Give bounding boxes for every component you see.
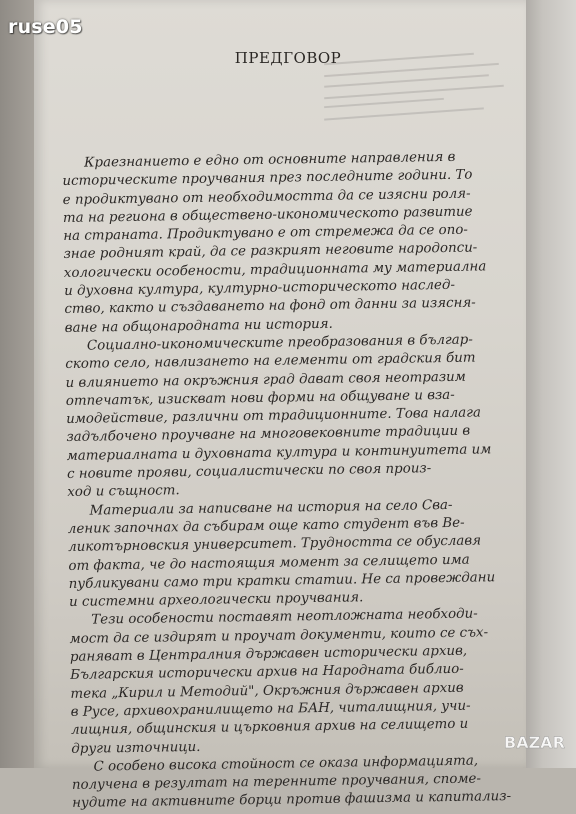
text-line: ход и същност. <box>67 483 180 501</box>
text-line: раняват в Централния държавен исторически архив, <box>69 643 468 665</box>
text-line: Материали за написване на история на село Сва- <box>89 497 453 519</box>
text-line: ликотърновския университет. Трудността се обуславя <box>68 533 482 556</box>
bazar-logo <box>502 726 570 756</box>
page-title: ПРЕДГОВОР <box>234 49 342 67</box>
text-line: лищния, общинския и църковния архив на селището и <box>70 716 469 739</box>
bleed-through-text <box>324 58 514 138</box>
body-text <box>62 148 512 814</box>
text-line: леник започнах да събирам още като студент във Ве- <box>67 515 465 537</box>
text-line: на страната. Продиктувано е от стремежа да се опо- <box>63 222 469 245</box>
bazar-logo-text: BAZAR <box>504 733 565 752</box>
text-line: Краезнанието е едно от основните направления в <box>84 149 456 171</box>
text-line: от факта, че до настоящия момент за селището има <box>68 552 470 574</box>
text-line: Тези особености поставят неотложната необходи- <box>91 606 478 629</box>
background-right <box>520 0 576 768</box>
text-line: други източници. <box>71 739 201 757</box>
text-line: получена в резултат на теренните проучвания, споме- <box>71 771 482 794</box>
text-line: в Русе, архивохранилището на БАН, читалищния, учи- <box>70 698 471 720</box>
text-line: ване на общонародната ни история. <box>64 316 333 336</box>
text-line: публикувани само три кратки статии. Не са провеждани <box>68 570 496 592</box>
text-line: тека „Кирил и Методий", Окръжния държавен архив <box>70 680 464 702</box>
text-line: историческите проучвания през последните години. То <box>62 167 473 190</box>
watermark-text: ruse05 <box>8 16 83 38</box>
text-line: и влиянието на окръжния град дават своя неотразим <box>65 369 466 391</box>
text-line: и системни археологически проучвания. <box>68 590 364 611</box>
text-line: материалната и духовната култура и континуитета им <box>66 442 492 464</box>
text-line: отпечатък, изискват нови форми на общуване и вза- <box>65 387 455 409</box>
text-line: С особено висока стойност се оказа информацията, <box>93 753 479 775</box>
text-line: и духовна култура, културно-историческото наслед- <box>64 277 456 300</box>
text-line: Българския исторически архив на Народната библио- <box>70 662 464 684</box>
text-line: та на региона в обществено-икономическото развитие <box>62 204 473 226</box>
text-line: нудите на активните борци против фашизма и капитализ- <box>72 789 512 812</box>
text-line: знае родният край, да се разкрият неговите народопси- <box>63 240 478 263</box>
text-line: хологически особености, традиционната му материална <box>63 259 487 281</box>
text-line: Социално-икономическите преобразования в българ- <box>86 332 473 354</box>
text-line: имодействие, различни от традиционните. Това налага <box>66 405 482 428</box>
text-line: задълбочено проучване на многовековните традиции в <box>66 424 471 446</box>
text-line: е продиктувано от необходимостта да се изясни роля- <box>62 186 471 208</box>
text-line: ство, както и създаването на фонд от данни за изясня- <box>64 295 476 318</box>
text-line: ското село, навлизането на елементи от градския бит <box>65 350 476 373</box>
text-line: с новите прояви, социалистически по своя произ- <box>66 461 432 483</box>
text-line: мост да се издирят и проучат документи, които се съх- <box>69 625 489 647</box>
